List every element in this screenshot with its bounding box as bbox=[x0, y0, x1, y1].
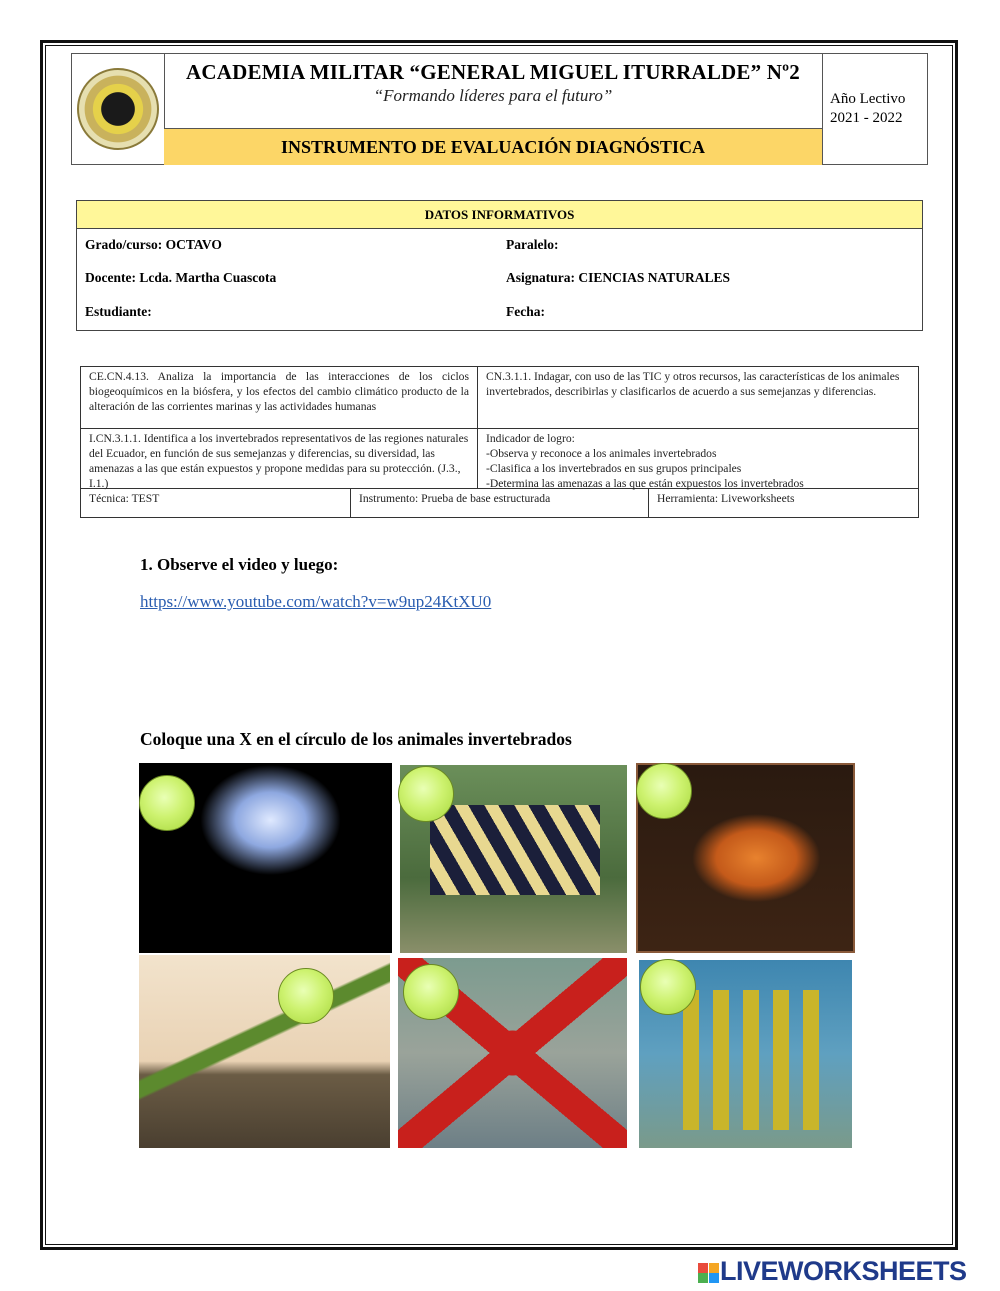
school-name: ACADEMIA MILITAR “GENERAL MIGUEL ITURRALDE” Nº2 bbox=[186, 60, 800, 84]
docente-field: Docente: Lcda. Martha Cuascota bbox=[85, 270, 277, 285]
indicador-cell bbox=[478, 429, 918, 489]
indicador-item: -Observa y reconoce a los animales invertebrados bbox=[486, 447, 717, 460]
video-link[interactable]: https://www.youtube.com/watch?v=w9up24KtXU0 bbox=[140, 592, 492, 611]
paralelo-field: Paralelo: bbox=[506, 237, 559, 252]
praying-mantis-image bbox=[139, 955, 390, 1148]
ce-cell: CE.CN.4.13. Analiza la importancia de las interacciones de los ciclos biogeoquímicos en la biósfera, y los efectos del cambio climático producto de la alteración de las corrientes marinas y las actividades humanas bbox=[81, 367, 478, 429]
datos-title: DATOS INFORMATIVOS bbox=[77, 201, 922, 229]
icn-cell: I.CN.3.1.1. Identifica a los invertebrados representativos de las regiones naturales del Ecuador, en función de sus semejanzas y diferencias, su diversidad, las amenazas a las que están expuestos y propone medidas para su protección. (J.3., I.1.) bbox=[81, 429, 478, 489]
answer-circle-salamander[interactable] bbox=[398, 766, 454, 822]
indicador-item: -Clasifica a los invertebrados en sus grupos principales bbox=[486, 462, 742, 475]
school-seal-icon bbox=[77, 68, 159, 150]
liveworksheets-brand: LIVEWORKSHEETS bbox=[720, 1256, 967, 1286]
header-table bbox=[71, 53, 928, 165]
asignatura-field: Asignatura: CIENCIAS NATURALES bbox=[506, 270, 731, 285]
criteria-table bbox=[80, 366, 919, 518]
answer-circle-mantis[interactable] bbox=[278, 968, 334, 1024]
datos-informativos-table bbox=[76, 200, 923, 331]
year-label: Año Lectivo bbox=[830, 91, 906, 107]
instrument-title: INSTRUMENTO DE EVALUACIÓN DIAGNÓSTICA bbox=[164, 128, 822, 165]
year-value: 2021 - 2022 bbox=[830, 110, 903, 126]
question-1-label: 1. Observe el video y luego: bbox=[140, 555, 339, 574]
fecha-field: Fecha: bbox=[506, 304, 545, 319]
instruction-text: Coloque una X en el círculo de los animales invertebrados bbox=[140, 729, 572, 749]
liveworksheets-logo bbox=[698, 1256, 967, 1287]
answer-circle-fireworm[interactable] bbox=[636, 763, 692, 819]
header-title-cell bbox=[164, 54, 823, 164]
estudiante-field: Estudiante: bbox=[85, 304, 152, 319]
instrumento-cell: Instrumento: Prueba de base estructurada bbox=[351, 489, 649, 517]
answer-circle-jellyfish[interactable] bbox=[139, 775, 195, 831]
indicador-title: Indicador de logro: bbox=[486, 432, 575, 445]
school-logo bbox=[72, 54, 165, 164]
school-year bbox=[830, 90, 905, 128]
grado-field: Grado/curso: OCTAVO bbox=[85, 237, 222, 252]
herramienta-cell: Herramienta: Liveworksheets bbox=[657, 492, 795, 505]
liveworksheets-icon bbox=[698, 1263, 720, 1283]
answer-circle-sponge[interactable] bbox=[640, 959, 696, 1015]
cn-cell: CN.3.1.1. Indagar, con uso de las TIC y otros recursos, las características de los animales invertebrados, describirlas y clasificarlos de acuerdo a sus semejanzas y diferencias. bbox=[478, 367, 918, 429]
indicador-item: -Determina las amenazas a las que están expuestos los invertebrados bbox=[486, 477, 804, 490]
school-motto: “Formando líderes para el futuro” bbox=[373, 86, 613, 105]
answer-circle-starfish[interactable] bbox=[403, 964, 459, 1020]
tecnica-cell: Técnica: TEST bbox=[81, 489, 351, 517]
